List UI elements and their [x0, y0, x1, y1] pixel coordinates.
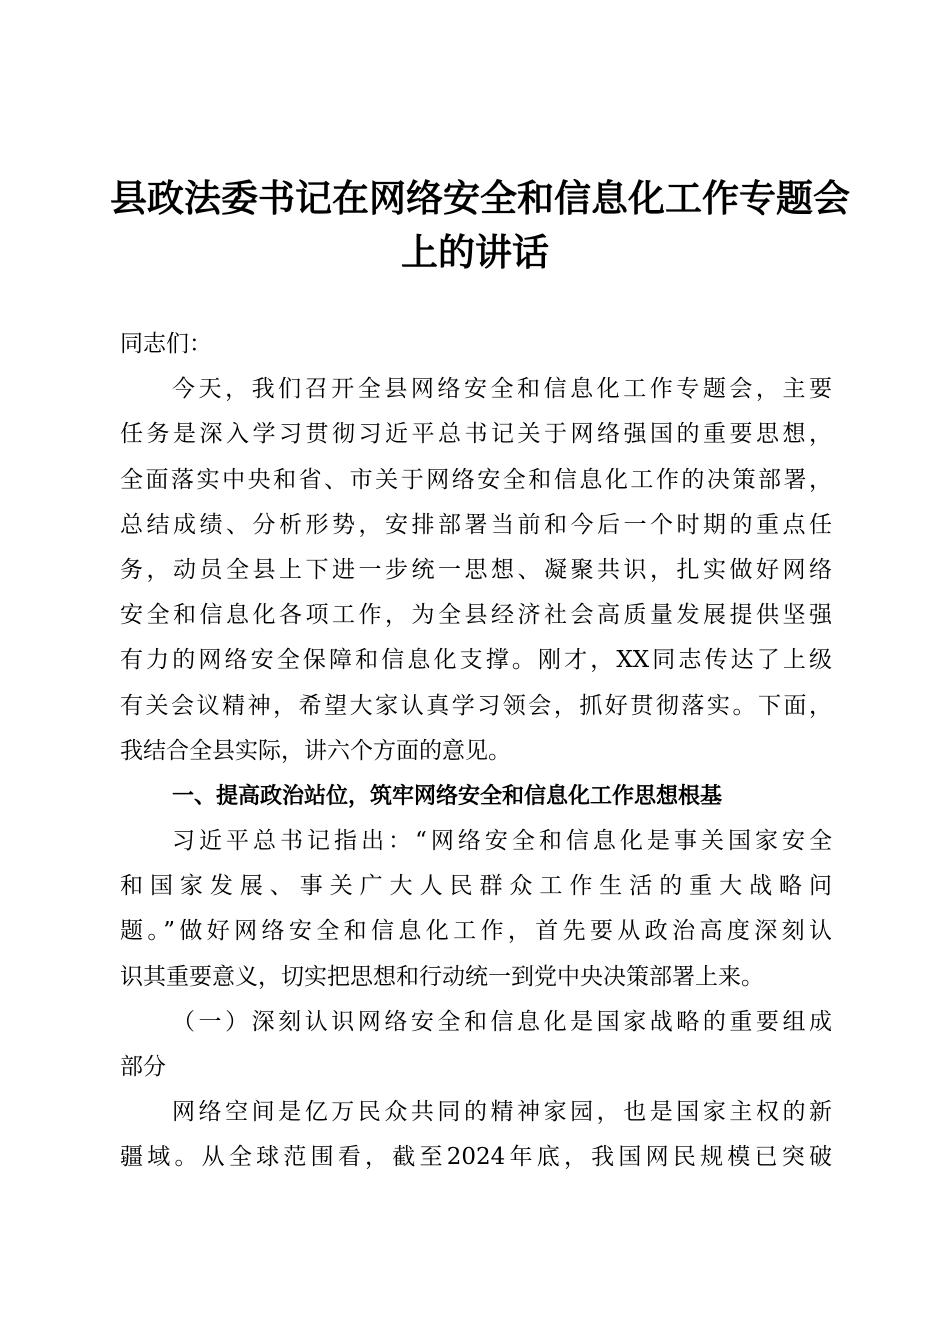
paragraph-line: 总结成绩、分析形势，安排部署当前和今后一个时期的重点任: [120, 511, 832, 538]
paragraph-line: 今天，我们召开全县网络安全和信息化工作专题会，主要: [172, 376, 832, 403]
paragraph-line: 习近平总书记指出：“网络安全和信息化是事关国家安全: [172, 828, 832, 855]
paragraph-line: 有力的网络安全保障和信息化支撑。刚才，XX同志传达了上级: [120, 647, 832, 674]
title-line-1: 县政法委书记在网络安全和信息化工作专题会: [110, 177, 850, 220]
paragraph-line: 有关会议精神，希望大家认真学习领会，抓好贯彻落实。下面，: [120, 692, 832, 719]
paragraph-line: 疆域。从全球范围看，截至2024年底，我国网民规模已突破: [120, 1144, 832, 1171]
paragraph-line: 我结合全县实际，讲六个方面的意见。: [120, 737, 511, 764]
document-title: [110, 172, 850, 280]
paragraph-line: 识其重要意义，切实把思想和行动统一到党中央决策部署上来。: [120, 963, 764, 990]
paragraph-line: 务，动员全县上下进一步统一思想、凝聚共识，扎实做好网络: [120, 556, 832, 583]
paragraph-line: 任务是深入学习贯彻习近平总书记关于网络强国的重要思想，: [120, 421, 832, 448]
paragraph-line: 安全和信息化各项工作，为全县经济社会高质量发展提供坚强: [120, 602, 832, 629]
title-line-2: 上的讲话: [401, 231, 549, 274]
document-body: [120, 322, 832, 1181]
subsection-heading-1: （一）深刻认识网络安全和信息化是国家战略的重要组成: [172, 1008, 832, 1035]
paragraph-line: 网络空间是亿万民众共同的精神家园，也是国家主权的新: [172, 1099, 832, 1126]
paragraph-line: 和国家发展、事关广大人民群众工作生活的重大战略问: [120, 873, 832, 900]
section-heading-1: 一、提高政治站位，筑牢网络安全和信息化工作思想根基: [172, 783, 723, 809]
subsection-heading-1-cont: 部分: [120, 1054, 166, 1080]
salutation: 同志们：: [120, 331, 212, 357]
paragraph-line: 全面落实中央和省、市关于网络安全和信息化工作的决策部署，: [120, 466, 832, 493]
paragraph-line: 题。”做好网络安全和信息化工作，首先要从政治高度深刻认: [120, 918, 832, 945]
